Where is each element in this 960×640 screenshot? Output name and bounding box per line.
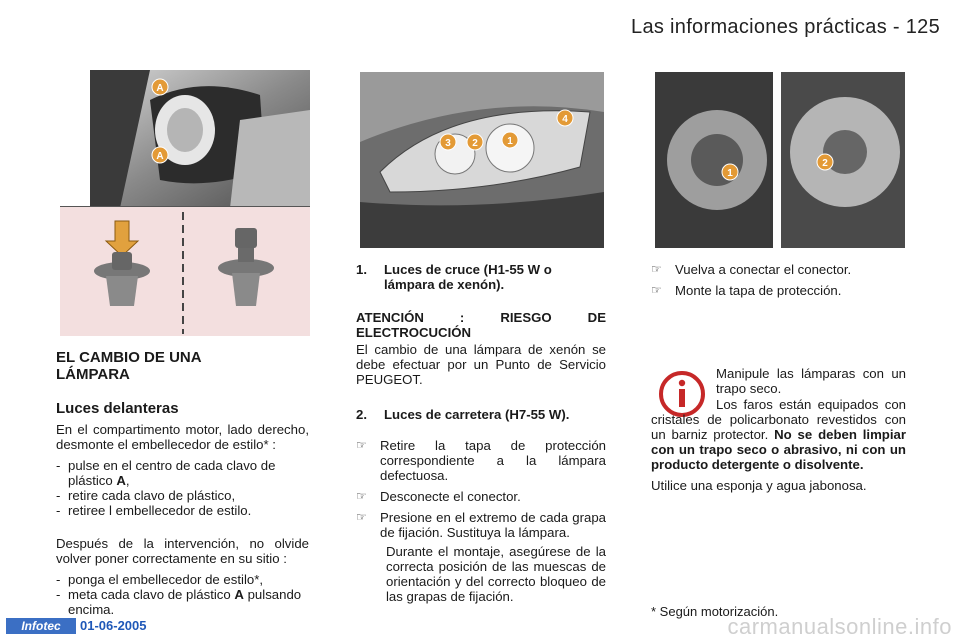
footnote: * Según motorización.	[651, 604, 779, 619]
infotec-logo: Infotec	[6, 618, 76, 634]
list-item: ☞ Retire la tapa de protección correspondiente a la lámpara defectuosa.	[356, 438, 606, 483]
hand-pointer-icon: ☞	[651, 262, 662, 276]
info-text-1: Manipule las lámparas con un trapo seco.	[716, 366, 906, 396]
svg-text:A: A	[156, 151, 164, 162]
column-left	[56, 349, 309, 617]
edition-date: 01-06-2005	[80, 618, 147, 633]
watermark: carmanualsonline.info	[727, 614, 952, 639]
engine-compartment-photo	[90, 70, 310, 208]
svg-text:4: 4	[562, 114, 568, 125]
warning-title: ATENCIÓN : RIESGO DE ELECTROCUCIÓN	[356, 310, 606, 340]
svg-text:2: 2	[472, 138, 478, 149]
clip-label-a-top	[152, 79, 168, 95]
bulb-item-1: 1. Luces de cruce (H1-55 W o lámpara de xenón).	[356, 262, 552, 292]
refit-steps	[56, 572, 309, 617]
press-arrow-icon	[106, 221, 138, 256]
hand-pointer-icon: ☞	[356, 510, 367, 524]
list-item: - retiree l embellecedor de estilo.	[56, 503, 252, 518]
warning-text: El cambio de una lámpara de xenón se debe efectuar por un Punto de Servicio PEUGEOT.	[356, 342, 606, 387]
removal-steps	[56, 458, 309, 518]
list-item: ☞ Presione en el extremo de cada grapa de fijación. Sustituya la lámpara.	[356, 510, 606, 540]
bulb-label-3	[440, 134, 456, 150]
svg-text:A: A	[156, 83, 164, 94]
list-item: ☞ Desconecte el conector.	[356, 489, 521, 504]
bulb-socket-photos	[655, 72, 905, 248]
svg-text:3: 3	[445, 138, 451, 149]
hand-pointer-icon: ☞	[356, 489, 367, 503]
column-right	[651, 262, 906, 304]
section-heading: EL CAMBIO DE UNA LÁMPARA	[56, 349, 202, 383]
clip-released	[218, 228, 274, 306]
list-item: - ponga el embellecedor de estilo*,	[56, 572, 264, 587]
bulb-label-2	[467, 134, 483, 150]
subsection-heading: Luces delanteras	[56, 400, 179, 417]
bulb-label-1	[502, 132, 518, 148]
list-item: - retire cada clavo de plástico,	[56, 488, 236, 503]
list-item: - meta cada clavo de plástico A pulsando encima.	[56, 587, 302, 617]
list-item: ☞ Vuelva a conectar el conector.	[651, 262, 852, 277]
bulb-item-2: 2. Luces de carretera (H7-55 W).	[356, 407, 570, 422]
bulb-label-4	[557, 110, 573, 126]
list-item: ☞ Monte la tapa de protección.	[651, 283, 842, 298]
svg-text:1: 1	[727, 168, 733, 179]
hand-pointer-icon: ☞	[356, 438, 367, 452]
info-text-3: Utilice una esponja y agua jabonosa.	[651, 478, 867, 493]
socket-label-2	[817, 154, 833, 170]
after-paragraph: Después de la intervención, no olvide volver poner correctamente en su sitio :	[56, 536, 309, 566]
column-middle	[356, 262, 606, 610]
svg-text:1: 1	[507, 136, 513, 147]
section-title: Las informaciones prácticas	[631, 16, 888, 38]
fitting-note: Durante el montaje, asegúrese de la correcta posición de las muescas de orientación y del correcto bloqueo de las grapas de fijación.	[386, 544, 606, 604]
svg-text:2: 2	[822, 158, 828, 169]
socket-label-1	[722, 164, 738, 180]
hand-pointer-icon: ☞	[651, 283, 662, 297]
info-text-2: Los faros están equipados con cristales de policarbonato revestidos con un barniz protector. No se deben limpiar con un trapo seco o abrasivo, ni con un producto detergente o disolvente.	[651, 397, 906, 472]
list-item: - pulse en el centro de cada clavo de plástico A,	[56, 458, 276, 488]
plastic-clips-illustration	[60, 206, 310, 336]
intro-paragraph: En el compartimento motor, lado derecho, desmonte el embellecedor de estilo* :	[56, 422, 309, 452]
headlamp-photo	[360, 72, 604, 248]
page-number: 125	[905, 16, 940, 38]
clip-pressed	[94, 252, 150, 306]
header-separator: -	[892, 16, 900, 38]
page-header	[631, 16, 940, 39]
info-box-body	[651, 397, 906, 499]
clip-label-a-bottom	[152, 147, 168, 163]
